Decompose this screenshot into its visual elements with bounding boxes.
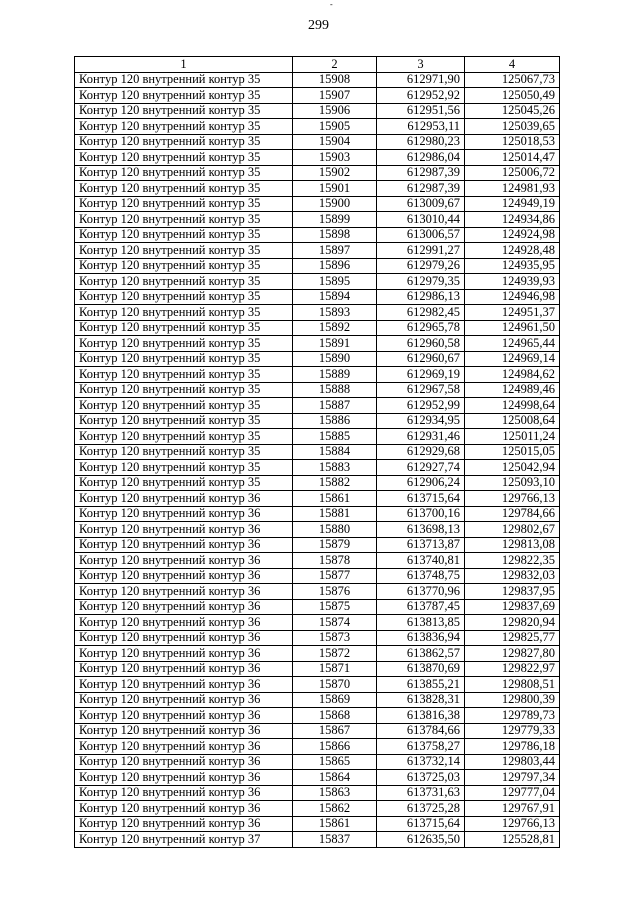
y-coordinate-cell: 124998,64 [465,398,560,414]
y-coordinate-cell: 124928,48 [465,243,560,259]
table-body [75,72,560,847]
y-coordinate-cell: 129766,13 [465,491,560,507]
table-row [75,305,560,321]
contour-name-cell: Контур 120 внутренний контур 35 [75,444,293,460]
point-number-cell: 15898 [293,227,377,243]
point-number-cell: 15902 [293,165,377,181]
y-coordinate-cell: 125011,24 [465,429,560,445]
x-coordinate-cell: 612934,95 [377,413,465,429]
x-coordinate-cell: 613813,85 [377,615,465,631]
x-coordinate-cell: 612986,04 [377,150,465,166]
contour-name-cell: Контур 120 внутренний контур 35 [75,243,293,259]
table-row [75,212,560,228]
y-coordinate-cell: 129802,67 [465,522,560,538]
x-coordinate-cell: 613740,81 [377,553,465,569]
point-number-cell: 15899 [293,212,377,228]
table-row [75,677,560,693]
point-number-cell: 15901 [293,181,377,197]
contour-name-cell: Контур 120 внутренний контур 36 [75,785,293,801]
point-number-cell: 15903 [293,150,377,166]
table-row [75,646,560,662]
point-number-cell: 15873 [293,630,377,646]
table-row [75,181,560,197]
x-coordinate-cell: 612906,24 [377,475,465,491]
table-row [75,584,560,600]
point-number-cell: 15900 [293,196,377,212]
header-cell-4: 4 [465,57,560,73]
x-coordinate-cell: 613715,64 [377,491,465,507]
point-number-cell: 15890 [293,351,377,367]
table-row [75,289,560,305]
point-number-cell: 15891 [293,336,377,352]
contour-name-cell: Контур 120 внутренний контур 36 [75,708,293,724]
x-coordinate-cell: 612982,45 [377,305,465,321]
point-number-cell: 15880 [293,522,377,538]
x-coordinate-cell: 613748,75 [377,568,465,584]
table-row [75,630,560,646]
table-row [75,661,560,677]
table-row [75,274,560,290]
contour-name-cell: Контур 120 внутренний контур 36 [75,553,293,569]
point-number-cell: 15871 [293,661,377,677]
point-number-cell: 15904 [293,134,377,150]
x-coordinate-cell: 612952,92 [377,88,465,104]
table-row [75,444,560,460]
contour-name-cell: Контур 120 внутренний контур 36 [75,522,293,538]
contour-name-cell: Контур 120 внутренний контур 36 [75,630,293,646]
point-number-cell: 15889 [293,367,377,383]
table-row [75,88,560,104]
x-coordinate-cell: 613758,27 [377,739,465,755]
x-coordinate-cell: 613010,44 [377,212,465,228]
contour-name-cell: Контур 120 внутренний контур 35 [75,196,293,212]
table-row [75,723,560,739]
x-coordinate-cell: 613787,45 [377,599,465,615]
contour-name-cell: Контур 120 внутренний контур 36 [75,584,293,600]
x-coordinate-cell: 613713,87 [377,537,465,553]
y-coordinate-cell: 125067,73 [465,72,560,88]
x-coordinate-cell: 612965,78 [377,320,465,336]
table-row [75,801,560,817]
y-coordinate-cell: 125528,81 [465,832,560,848]
y-coordinate-cell: 129789,73 [465,708,560,724]
x-coordinate-cell: 612960,58 [377,336,465,352]
table-row [75,258,560,274]
table-row [75,460,560,476]
table-row [75,134,560,150]
table-row [75,336,560,352]
point-number-cell: 15907 [293,88,377,104]
point-number-cell: 15865 [293,754,377,770]
y-coordinate-cell: 129767,91 [465,801,560,817]
contour-name-cell: Контур 120 внутренний контур 36 [75,754,293,770]
contour-name-cell: Контур 120 внутренний контур 35 [75,413,293,429]
contour-name-cell: Контур 120 внутренний контур 36 [75,770,293,786]
table-row [75,522,560,538]
point-number-cell: 15876 [293,584,377,600]
table-row [75,165,560,181]
x-coordinate-cell: 613870,69 [377,661,465,677]
table-row [75,537,560,553]
contour-name-cell: Контур 120 внутренний контур 35 [75,367,293,383]
x-coordinate-cell: 612980,23 [377,134,465,150]
y-coordinate-cell: 125039,65 [465,119,560,135]
point-number-cell: 15896 [293,258,377,274]
table-row [75,692,560,708]
y-coordinate-cell: 124951,37 [465,305,560,321]
point-number-cell: 15870 [293,677,377,693]
contour-name-cell: Контур 120 внутренний контур 36 [75,816,293,832]
x-coordinate-cell: 612986,13 [377,289,465,305]
x-coordinate-cell: 613836,94 [377,630,465,646]
point-number-cell: 15886 [293,413,377,429]
x-coordinate-cell: 612951,56 [377,103,465,119]
x-coordinate-cell: 612991,27 [377,243,465,259]
point-number-cell: 15881 [293,506,377,522]
y-coordinate-cell: 125045,26 [465,103,560,119]
page-top-mark: - [330,0,333,9]
y-coordinate-cell: 129837,95 [465,584,560,600]
contour-name-cell: Контур 120 внутренний контур 35 [75,460,293,476]
contour-name-cell: Контур 120 внутренний контур 35 [75,72,293,88]
table-row [75,475,560,491]
point-number-cell: 15866 [293,739,377,755]
x-coordinate-cell: 612635,50 [377,832,465,848]
contour-name-cell: Контур 120 внутренний контур 36 [75,739,293,755]
header-cell-3: 3 [377,57,465,73]
y-coordinate-cell: 129827,80 [465,646,560,662]
y-coordinate-cell: 125014,47 [465,150,560,166]
table-row [75,150,560,166]
table-row [75,568,560,584]
y-coordinate-cell: 124946,98 [465,289,560,305]
x-coordinate-cell: 612960,67 [377,351,465,367]
point-number-cell: 15874 [293,615,377,631]
point-number-cell: 15879 [293,537,377,553]
contour-name-cell: Контур 120 внутренний контур 35 [75,227,293,243]
table-row [75,553,560,569]
table-row [75,320,560,336]
contour-name-cell: Контур 120 внутренний контур 35 [75,305,293,321]
contour-name-cell: Контур 120 внутренний контур 36 [75,677,293,693]
contour-name-cell: Контур 120 внутренний контур 35 [75,274,293,290]
table-row [75,429,560,445]
x-coordinate-cell: 613816,38 [377,708,465,724]
point-number-cell: 15883 [293,460,377,476]
y-coordinate-cell: 129786,18 [465,739,560,755]
page-number: 299 [308,18,329,33]
contour-name-cell: Контур 120 внутренний контур 35 [75,382,293,398]
point-number-cell: 15837 [293,832,377,848]
table-row [75,119,560,135]
table-row [75,739,560,755]
x-coordinate-cell: 612971,90 [377,72,465,88]
point-number-cell: 15875 [293,599,377,615]
point-number-cell: 15861 [293,491,377,507]
contour-name-cell: Контур 120 внутренний контур 35 [75,336,293,352]
contour-name-cell: Контур 120 внутренний контур 36 [75,568,293,584]
y-coordinate-cell: 129779,33 [465,723,560,739]
y-coordinate-cell: 125050,49 [465,88,560,104]
y-coordinate-cell: 124989,46 [465,382,560,398]
x-coordinate-cell: 613828,31 [377,692,465,708]
y-coordinate-cell: 124949,19 [465,196,560,212]
point-number-cell: 15861 [293,816,377,832]
y-coordinate-cell: 129777,04 [465,785,560,801]
y-coordinate-cell: 125015,05 [465,444,560,460]
header-row [75,57,560,73]
y-coordinate-cell: 125006,72 [465,165,560,181]
point-number-cell: 15892 [293,320,377,336]
x-coordinate-cell: 612987,39 [377,181,465,197]
contour-name-cell: Контур 120 внутренний контур 35 [75,134,293,150]
point-number-cell: 15888 [293,382,377,398]
y-coordinate-cell: 129832,03 [465,568,560,584]
y-coordinate-cell: 125018,53 [465,134,560,150]
contour-name-cell: Контур 120 внутренний контур 36 [75,491,293,507]
contour-name-cell: Контур 120 внутренний контур 35 [75,398,293,414]
table-row [75,754,560,770]
table-row [75,103,560,119]
table-row [75,599,560,615]
y-coordinate-cell: 125008,64 [465,413,560,429]
y-coordinate-cell: 124981,93 [465,181,560,197]
point-number-cell: 15877 [293,568,377,584]
x-coordinate-cell: 612979,26 [377,258,465,274]
point-number-cell: 15885 [293,429,377,445]
contour-name-cell: Контур 120 внутренний контур 35 [75,429,293,445]
table-row [75,491,560,507]
contour-name-cell: Контур 120 внутренний контур 36 [75,692,293,708]
x-coordinate-cell: 612931,46 [377,429,465,445]
y-coordinate-cell: 129822,35 [465,553,560,569]
point-number-cell: 15869 [293,692,377,708]
point-number-cell: 15864 [293,770,377,786]
point-number-cell: 15882 [293,475,377,491]
y-coordinate-cell: 129822,97 [465,661,560,677]
y-coordinate-cell: 125042,94 [465,460,560,476]
point-number-cell: 15863 [293,785,377,801]
coordinates-table [74,56,560,848]
point-number-cell: 15878 [293,553,377,569]
x-coordinate-cell: 613715,64 [377,816,465,832]
point-number-cell: 15905 [293,119,377,135]
contour-name-cell: Контур 120 внутренний контур 35 [75,351,293,367]
point-number-cell: 15893 [293,305,377,321]
point-number-cell: 15908 [293,72,377,88]
contour-name-cell: Контур 120 внутренний контур 35 [75,320,293,336]
x-coordinate-cell: 613731,63 [377,785,465,801]
table-row [75,196,560,212]
point-number-cell: 15887 [293,398,377,414]
y-coordinate-cell: 124984,62 [465,367,560,383]
contour-name-cell: Контур 120 внутренний контур 35 [75,165,293,181]
table-row [75,413,560,429]
x-coordinate-cell: 612953,11 [377,119,465,135]
header-cell-2: 2 [293,57,377,73]
contour-name-cell: Контур 120 внутренний контур 35 [75,103,293,119]
x-coordinate-cell: 613732,14 [377,754,465,770]
x-coordinate-cell: 612987,39 [377,165,465,181]
x-coordinate-cell: 613855,21 [377,677,465,693]
table-row [75,227,560,243]
point-number-cell: 15895 [293,274,377,290]
contour-name-cell: Контур 120 внутренний контур 36 [75,599,293,615]
y-coordinate-cell: 124935,95 [465,258,560,274]
x-coordinate-cell: 613006,57 [377,227,465,243]
x-coordinate-cell: 612927,74 [377,460,465,476]
contour-name-cell: Контур 120 внутренний контур 37 [75,832,293,848]
y-coordinate-cell: 129766,13 [465,816,560,832]
y-coordinate-cell: 124934,86 [465,212,560,228]
y-coordinate-cell: 129808,51 [465,677,560,693]
contour-name-cell: Контур 120 внутренний контур 35 [75,119,293,135]
x-coordinate-cell: 613725,03 [377,770,465,786]
y-coordinate-cell: 129797,34 [465,770,560,786]
contour-name-cell: Контур 120 внутренний контур 35 [75,181,293,197]
contour-name-cell: Контур 120 внутренний контур 36 [75,615,293,631]
table-row [75,382,560,398]
contour-name-cell: Контур 120 внутренний контур 36 [75,537,293,553]
table-row [75,367,560,383]
x-coordinate-cell: 612969,19 [377,367,465,383]
y-coordinate-cell: 125093,10 [465,475,560,491]
contour-name-cell: Контур 120 внутренний контур 35 [75,88,293,104]
y-coordinate-cell: 129837,69 [465,599,560,615]
y-coordinate-cell: 129820,94 [465,615,560,631]
point-number-cell: 15867 [293,723,377,739]
point-number-cell: 15884 [293,444,377,460]
point-number-cell: 15872 [293,646,377,662]
contour-name-cell: Контур 120 внутренний контур 35 [75,150,293,166]
x-coordinate-cell: 612967,58 [377,382,465,398]
y-coordinate-cell: 124924,98 [465,227,560,243]
table-row [75,398,560,414]
contour-name-cell: Контур 120 внутренний контур 36 [75,646,293,662]
x-coordinate-cell: 612979,35 [377,274,465,290]
point-number-cell: 15862 [293,801,377,817]
table-row [75,816,560,832]
table-row [75,243,560,259]
x-coordinate-cell: 613770,96 [377,584,465,600]
y-coordinate-cell: 129800,39 [465,692,560,708]
table-row [75,351,560,367]
contour-name-cell: Контур 120 внутренний контур 35 [75,258,293,274]
point-number-cell: 15868 [293,708,377,724]
table-row [75,506,560,522]
header-cell-1: 1 [75,57,293,73]
y-coordinate-cell: 124939,93 [465,274,560,290]
x-coordinate-cell: 613698,13 [377,522,465,538]
table-row [75,615,560,631]
table-row [75,708,560,724]
x-coordinate-cell: 613725,28 [377,801,465,817]
x-coordinate-cell: 613009,67 [377,196,465,212]
point-number-cell: 15906 [293,103,377,119]
y-coordinate-cell: 129784,66 [465,506,560,522]
table-row [75,832,560,848]
y-coordinate-cell: 124965,44 [465,336,560,352]
x-coordinate-cell: 612952,99 [377,398,465,414]
y-coordinate-cell: 129813,08 [465,537,560,553]
contour-name-cell: Контур 120 внутренний контур 36 [75,661,293,677]
table-row [75,72,560,88]
table-row [75,770,560,786]
contour-name-cell: Контур 120 внутренний контур 35 [75,475,293,491]
x-coordinate-cell: 613784,66 [377,723,465,739]
point-number-cell: 15894 [293,289,377,305]
x-coordinate-cell: 613700,16 [377,506,465,522]
y-coordinate-cell: 124961,50 [465,320,560,336]
x-coordinate-cell: 613862,57 [377,646,465,662]
contour-name-cell: Контур 120 внутренний контур 36 [75,801,293,817]
contour-name-cell: Контур 120 внутренний контур 36 [75,723,293,739]
contour-name-cell: Контур 120 внутренний контур 35 [75,212,293,228]
y-coordinate-cell: 124969,14 [465,351,560,367]
contour-name-cell: Контур 120 внутренний контур 35 [75,289,293,305]
point-number-cell: 15897 [293,243,377,259]
y-coordinate-cell: 129825,77 [465,630,560,646]
table-row [75,785,560,801]
x-coordinate-cell: 612929,68 [377,444,465,460]
contour-name-cell: Контур 120 внутренний контур 36 [75,506,293,522]
y-coordinate-cell: 129803,44 [465,754,560,770]
